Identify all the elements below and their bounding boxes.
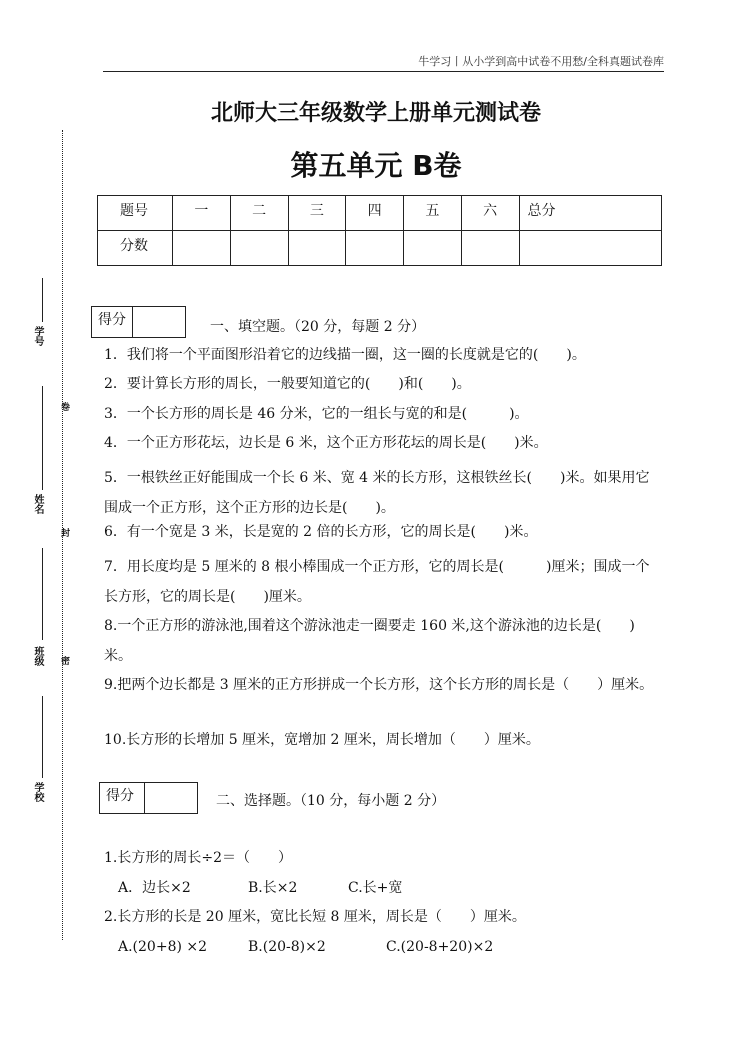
score-table-cell: 三 bbox=[288, 196, 346, 231]
score-table-cell: 二 bbox=[230, 196, 288, 231]
section1-score-input[interactable] bbox=[133, 307, 185, 337]
question-2: 2．要计算长方形的周长，一般要知道它的( )和( )。 bbox=[104, 376, 471, 392]
question-4: 4．一个正方形花坛，边长是 6 米，这个正方形花坛的周长是( )米。 bbox=[104, 435, 548, 451]
page-title: 北师大三年级数学上册单元测试卷 bbox=[210, 101, 541, 126]
score-input-cell[interactable] bbox=[461, 231, 519, 266]
score-table-cell: 总分 bbox=[519, 196, 662, 231]
choice-question-1: 1.长方形的周长÷2＝（ ） bbox=[104, 850, 292, 866]
score-table-cell: 一 bbox=[173, 196, 231, 231]
score-input-cell[interactable] bbox=[173, 231, 231, 266]
choice-2-option-a: A.(20+8) ×2 bbox=[118, 939, 208, 955]
seal-mark: 封 bbox=[59, 528, 69, 537]
question-5: 5．一根铁丝正好能围成一个长 6 米、宽 4 米的长方形，这根铁丝长( )米。如果用它围成一个正方形，这个正方形的边长是( )。 bbox=[104, 470, 650, 516]
score-table-header-row bbox=[98, 196, 662, 231]
school-line bbox=[42, 696, 43, 778]
section2-score-input[interactable] bbox=[145, 783, 197, 813]
section2-title: 二、选择题。（10 分，每小题 2 分） bbox=[216, 793, 446, 809]
choice-1-option-c: C.长+宽 bbox=[348, 880, 403, 896]
class-label: 班级 bbox=[32, 646, 43, 666]
question-8: 8.一个正方形的游泳池,围着这个游泳池走一圈要走 160 米,这个游泳池的边长是( )米。 bbox=[104, 618, 635, 664]
score-table-cell: 题号 bbox=[98, 196, 173, 231]
class-line bbox=[42, 548, 43, 640]
section1-score-label: 得分 bbox=[92, 307, 133, 337]
choice-question-2: 2.长方形的长是 20 厘米，宽比长短 8 厘米，周长是（ ）厘米。 bbox=[104, 909, 526, 925]
section1-title: 一、填空题。（20 分，每题 2 分） bbox=[210, 319, 426, 335]
name-line bbox=[42, 386, 43, 490]
student-no-line bbox=[42, 278, 43, 322]
question-9: 9.把两个边长都是 3 厘米的正方形拼成一个长方形，这个长方形的周长是（ ）厘米。 bbox=[104, 677, 654, 693]
header-rule bbox=[103, 71, 664, 72]
score-table-cell: 分数 bbox=[98, 231, 173, 266]
question-6: 6．有一个宽是 3 米，长是宽的 2 倍的长方形，它的周长是( )米。 bbox=[104, 524, 538, 540]
name-label: 姓名 bbox=[32, 494, 43, 514]
score-table-score-row bbox=[98, 231, 662, 266]
question-7: 7．用长度均是 5 厘米的 8 根小棒围成一个正方形，它的周长是( )厘米；围成一个长方形，它的周长是( )厘米。 bbox=[104, 559, 650, 605]
section2-score-label: 得分 bbox=[100, 783, 145, 813]
question-3: 3．一个长方形的周长是 46 分米，它的一组长与宽的和是( )。 bbox=[104, 406, 529, 422]
score-input-cell[interactable] bbox=[288, 231, 346, 266]
question-1: 1．我们将一个平面图形沿着它的边线描一圈，这一圈的长度就是它的( )。 bbox=[104, 347, 586, 363]
choice-1-option-b: B.长×2 bbox=[248, 880, 298, 896]
page-header-text: 牛学习丨从小学到高中试卷不用愁/全科真题试卷库 bbox=[418, 55, 664, 68]
section2-score-box bbox=[99, 782, 198, 814]
score-table-cell: 五 bbox=[404, 196, 462, 231]
student-no-label: 学号 bbox=[32, 326, 43, 346]
score-table-cell: 六 bbox=[461, 196, 519, 231]
score-input-cell[interactable] bbox=[404, 231, 462, 266]
question-10: 10.长方形的长增加 5 厘米，宽增加 2 厘米，周长增加（ ）厘米。 bbox=[104, 732, 540, 748]
school-label: 学校 bbox=[32, 782, 43, 802]
choice-1-option-a: A．边长×2 bbox=[118, 880, 191, 896]
score-input-cell[interactable] bbox=[346, 231, 404, 266]
score-input-cell[interactable] bbox=[519, 231, 662, 266]
score-table-cell: 四 bbox=[346, 196, 404, 231]
seal-mark: 卷 bbox=[59, 402, 69, 411]
score-input-cell[interactable] bbox=[230, 231, 288, 266]
choice-2-option-c: C.(20-8+20)×2 bbox=[386, 939, 494, 955]
page-subtitle: 第五单元 B卷 bbox=[290, 149, 462, 182]
choice-2-option-b: B.(20-8)×2 bbox=[248, 939, 326, 955]
seal-mark: 密 bbox=[59, 656, 69, 665]
section1-score-box bbox=[91, 306, 186, 338]
score-table bbox=[97, 195, 662, 266]
